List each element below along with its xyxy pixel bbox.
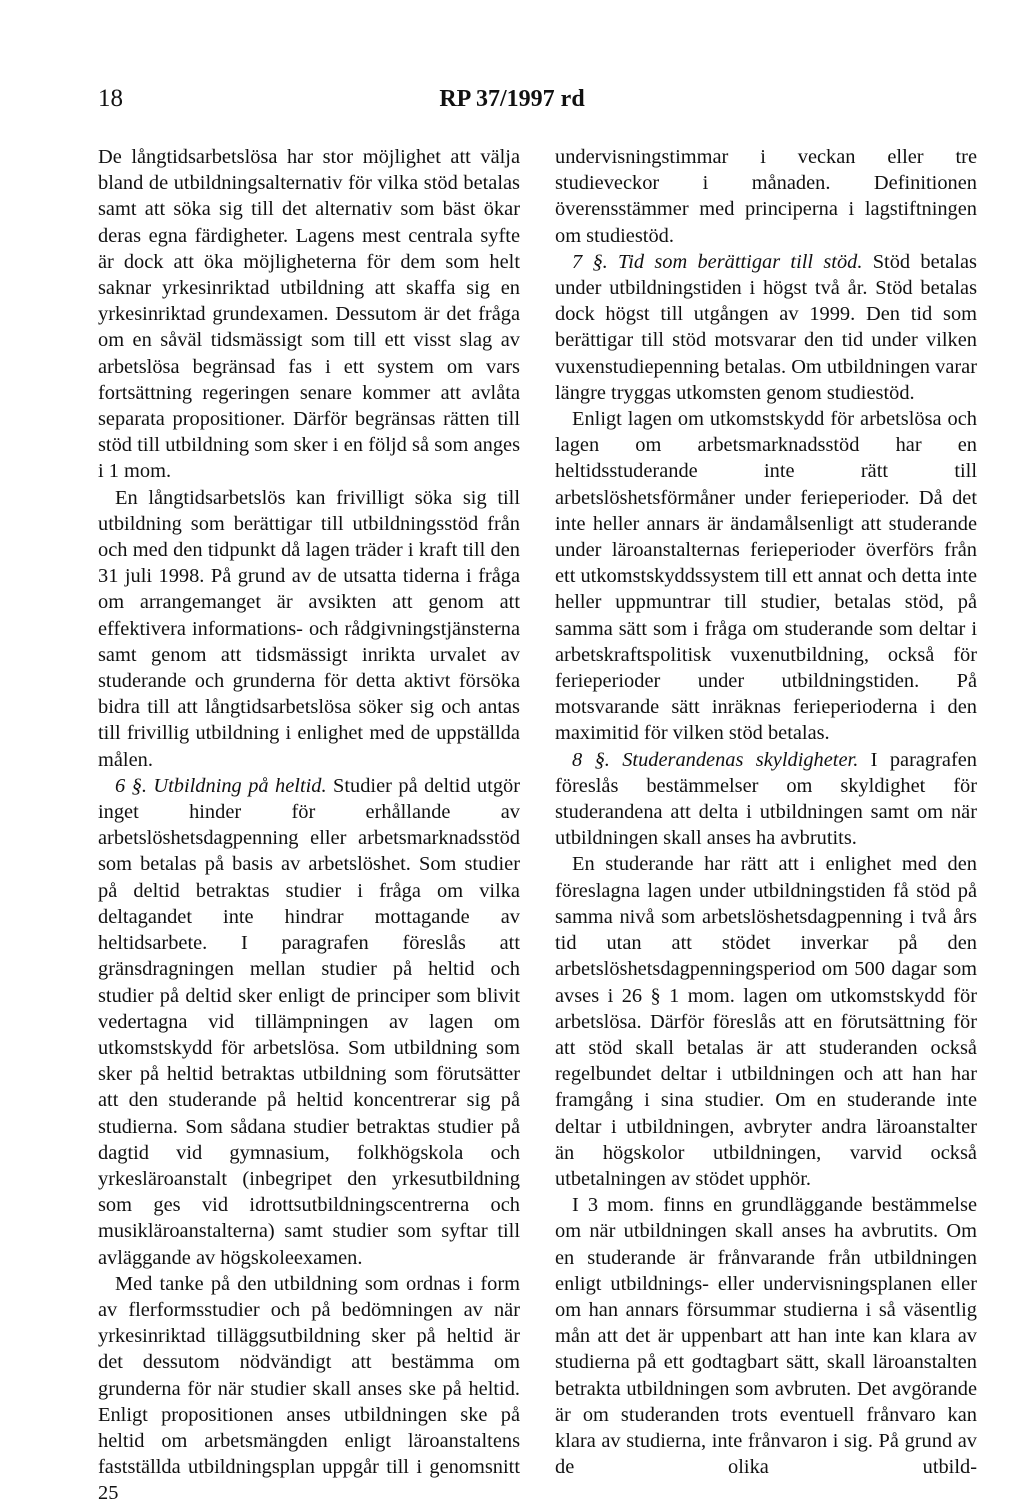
paragraph [555, 249, 977, 406]
section-body: I paragrafen föreslås bestämmelser om skyldighet för studerandena att delta i utbildningen samt om när utbildningen skall anses ha avbrutits. [555, 748, 977, 850]
paragraph: I 3 mom. finns en grundläggande bestämmelse om när utbildningen skall anses ha avbrutits. Om en studerande är frånvarande från utbildningen enligt utbildnings- eller undervisningsplanen eller om han annars försummar studierna i så väsentlig mån att det är uppenbart att han inte kan klara av studierna på ett godtagbart sätt, skall läroanstalten betrakta utbildningen som avbruten. Det avgörande är om studeranden trots eventuell frånvaro kan klara av studierna, inte frånvaron i sig. På grund av de olika utbild- [555, 1194, 977, 1479]
page-number: 18 [98, 85, 123, 112]
section-heading: 6 §. Utbildning på heltid. [115, 774, 327, 797]
right-column [555, 144, 977, 1480]
paragraph: Med tanke på den utbildning som ordnas i form av flerformsstudier och på bedömningen av när yrkesinriktad tilläggsutbildning sker på heltid är det dessutom nödvändigt att bestämma om grunderna för när studier skall anses ske på heltid. Enligt propositionen anses utbildningen ske på heltid om arbetsmängden enligt läroanstaltens fastställda utbildningsplan uppgår till i genomsnitt 25 [98, 1272, 520, 1505]
section-heading: 7 §. Tid som berättigar till stöd. [572, 250, 863, 273]
section-heading: 8 §. Studerandenas skyldigheter. [572, 748, 859, 771]
paragraph: En studerande har rätt att i enlighet med den föreslagna lagen under utbildningstiden få stöd på samma nivå som arbetslöshetsdagpenning i två års tid utan att stödet inverkar på den arbetslöshetsdagpenningsperiod om 500 dagar som avses i 26 § 1 mom. lagen om utkomstskydd för arbetslösa. Därför föreslås att en förutsättning för att stöd skall betalas är att studeranden också regelbundet deltar i utbildningen och att han har framgång i sina studier. Om en studerande inte deltar i utbildningen, avbryter andra läroanstalter än högskolor utbildningen, varvid också utbetalningen av stödet upphör. [555, 853, 977, 1190]
section-body: Stöd betalas under utbildningstiden i högst två år. Stöd betalas dock högst till utgången av 1999. Den tid som berättigar till stöd motsvarar den tid under vilken vuxenstudiepenning betalas. Om utbildningen varar längre tryggas utkomsten genom studiestöd. [555, 250, 977, 404]
left-column [98, 144, 520, 1507]
page-header [0, 84, 1024, 124]
paragraph: De långtidsarbetslösa har stor möjlighet att välja bland de utbildningsalternativ för vilka stöd betalas samt att söka sig till det alternativ som bäst ökar deras egna färdigheter. Lagens mest centrala syfte är dock att öka möjligheterna för dem som helt saknar yrkesinriktad utbildning att skaffa sig en yrkesinriktad grundexamen. Dessutom är det fråga om en såväl tidsmässigt som till ett visst slag av arbetslösa begränsad fas i ett system om vars fortsättning regeringen senare kommer att avlåta separata propositioner. Därför begränsas rätten till stöd till utbildning som sker i en följd så som anges i 1 mom. [98, 146, 520, 483]
section-body: Studier på deltid utgör inget hinder för erhållande av arbetslöshetsdagpenning eller arbetsmarknadsstöd som betalas på basis av arbetslöshet. Som studier på deltid betraktas studier i fråga om vilka deltagandet inte hindrar mottagande av heltidsarbete. I paragrafen föreslås att gränsdragningen mellan studier på heltid och studier på deltid sker enligt de principer som blivit vedertagna vid tillämpningen av lagen om utkomstskydd för arbetslösa. Som utbildning som sker på heltid betraktas utbildning som förutsätter att den studerande på heltid koncentrerar sig på studierna. Som sådana studier betraktas studier på dagtid vid gymnasium, folkhögskola och yrkesläroanstalt (inbegripet den yrkesutbildning som ges vid idrottsutbildningscentrerna och musikläroanstalterna) samt studier som syftar till avläggande av högskoleexamen. [98, 774, 520, 1269]
running-title: RP 37/1997 rd [439, 86, 585, 112]
paragraph [555, 747, 977, 852]
paragraph: En långtidsarbetslös kan frivilligt söka sig till utbildning som berättigar till utbildningsstöd från och med den tidpunkt då lagen träder i kraft till den 31 juli 1998. På grund av de utsatta tiderna i fråga om arrangemanget är avsikten att genom att effektivera informations- och rådgivningstjänsterna samt genom att tidsmässigt inrikta urvalet av studerande och grunderna för detta aktivt försöka bidra till att långtidsarbetslösa söker sig och antas till frivillig utbildning i enlighet med de uppställda målen. [98, 486, 520, 771]
paragraph: Enligt lagen om utkomstskydd för arbetslösa och lagen om arbetsmarknadsstöd har en heltidsstuderande inte rätt till arbetslöshetsförmåner under ferieperioder. Då det inte heller annars är ändamålsenligt att studerande under läroanstalternas ferieperioder överförs från ett utkomstskyddssystem till ett annat och detta inte heller uppmuntrar till studier, betalas stöd, på samma sätt som i fråga om studerande som deltar i arbetskraftspolitisk vuxenutbildning, också för ferieperioder under utbildningstiden. På motsvarande sätt inräknas ferieperioderna i den maximitid för vilken stöd betalas. [555, 408, 977, 745]
paragraph [98, 773, 520, 1271]
paragraph: undervisningstimmar i veckan eller tre studieveckor i månaden. Definitionen överensstämmer med principerna i lagstiftningen om studiestöd. [555, 146, 977, 247]
